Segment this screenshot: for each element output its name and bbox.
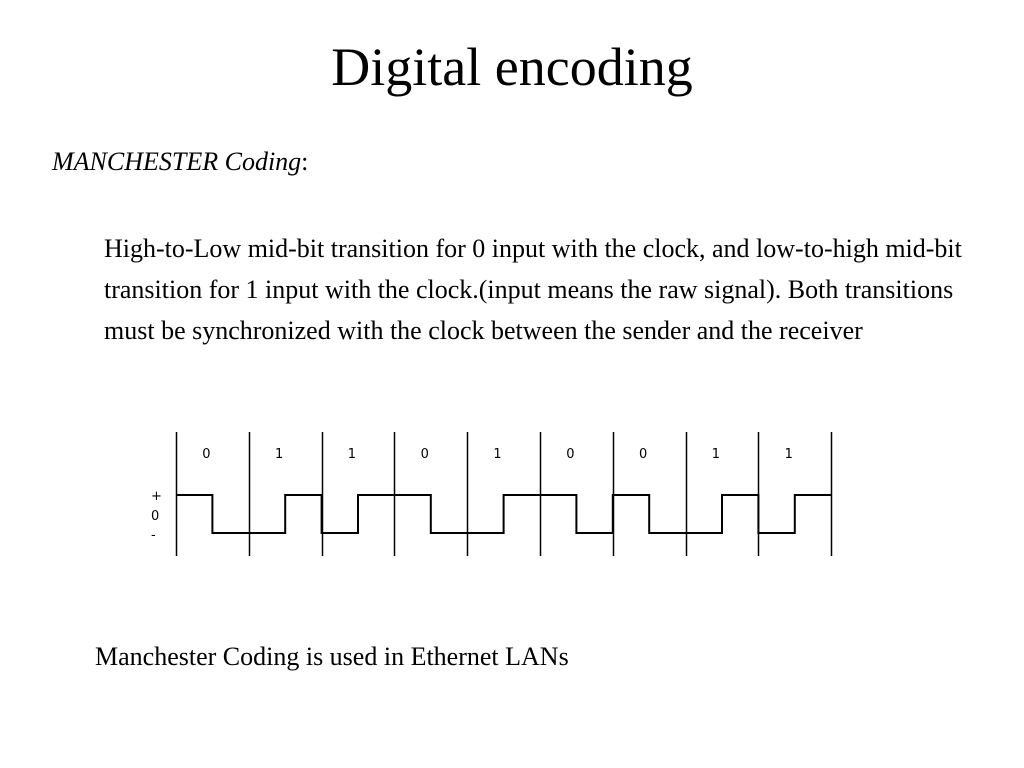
manchester-waveform bbox=[176, 495, 831, 533]
bit-label: 1 bbox=[347, 447, 357, 462]
bit-label: 1 bbox=[784, 447, 793, 462]
footer-note: Manchester Coding is used in Ethernet LANs bbox=[95, 642, 569, 671]
bit-labels bbox=[202, 447, 793, 462]
slide-title: Digital encoding bbox=[331, 37, 693, 97]
subtitle-italic: MANCHESTER Coding bbox=[52, 147, 302, 176]
subtitle-colon: : bbox=[301, 147, 309, 176]
level-label: + bbox=[151, 489, 162, 504]
bit-label: 0 bbox=[639, 447, 648, 462]
bit-label: 1 bbox=[275, 447, 284, 462]
bit-label: 1 bbox=[493, 447, 502, 462]
bit-label: 0 bbox=[420, 447, 429, 462]
description-paragraph: High-to-Low mid-bit transition for 0 input with the clock, and low-to-high mid-bit transition for 1 input with the clock.(input means the raw signal). Both transitions must be synchronized with the clock between the sender and the receiver bbox=[104, 234, 962, 345]
level-label: - bbox=[151, 528, 156, 543]
bit-label: 1 bbox=[711, 447, 721, 462]
level-label: 0 bbox=[151, 509, 160, 524]
level-labels bbox=[151, 489, 162, 543]
bit-label: 0 bbox=[566, 447, 575, 462]
bit-label: 0 bbox=[202, 447, 211, 462]
